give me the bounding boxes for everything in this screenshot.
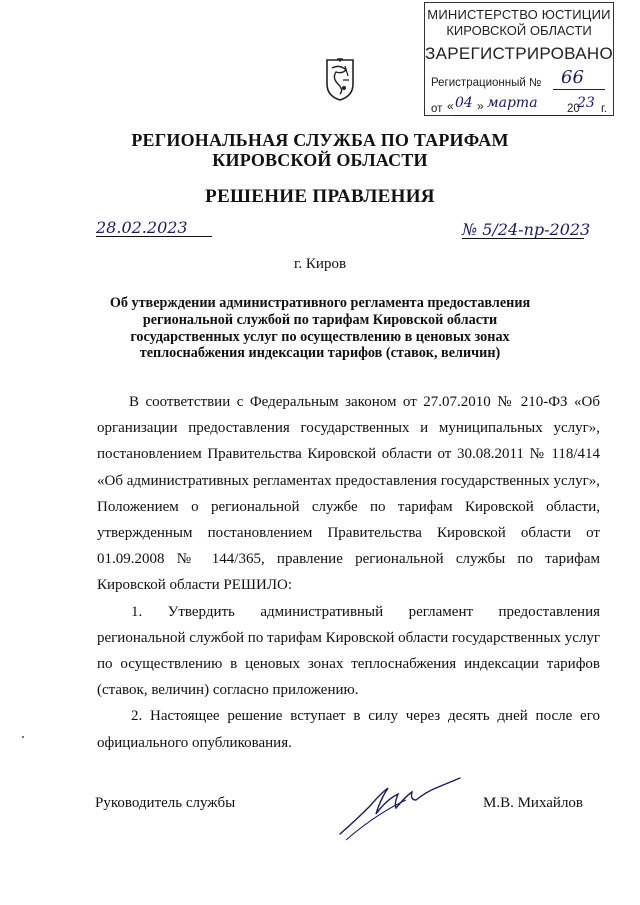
stamp-year-unit: г. [601,103,607,115]
date-underline [96,236,212,237]
registration-stamp [424,2,614,116]
stamp-quote-open: « [447,99,454,113]
stamp-reg-number: 66 [561,67,584,88]
handwritten-signature [336,770,466,842]
stamp-reg-underline [553,89,605,90]
stamp-year-suffix: 23 [577,95,595,111]
coat-of-arms-icon [324,56,356,102]
stamp-date-prefix: от [431,103,443,115]
margin-mark [22,736,24,738]
signer-name: М.В. Михайлов [483,795,584,811]
stamp-status: ЗАРЕГИСТРИРОВАНО [425,44,613,63]
signer-role: Руководитель службы [95,795,236,811]
stamp-quote-close: » [477,99,484,113]
city: г. Киров [293,256,347,272]
stamp-month: марта [487,95,538,111]
document-body [97,389,600,756]
stamp-year-prefix: 20 [567,103,580,115]
org-title-line2: КИРОВСКОЙ ОБЛАСТИ [212,150,428,170]
document-subject: Об утверждении административного регламента предоставления региональной службой по тарифам Кировской области государственных услуг по осуществлению в ценовых зонах теплоснабжения индексации тарифов (ставок, величин) [109,295,531,362]
stamp-ministry: МИНИСТЕРСТВО ЮСТИЦИИ [427,7,611,22]
document-number: № 5/24-пр-2023 [462,220,591,239]
document-date: 28.02.2023 [96,218,188,237]
decision-item-2: 2. Настоящее решение вступает в силу через десять дней после его официального опубликования. [97,708,600,751]
org-title-line1: РЕГИОНАЛЬНАЯ СЛУЖБА ПО ТАРИФАМ [131,130,509,150]
stamp-reg-label: Регистрационный № [431,77,542,89]
number-underline [462,238,584,239]
stamp-region: КИРОВСКОЙ ОБЛАСТИ [446,23,592,38]
stamp-date-underline [453,115,603,116]
preamble-paragraph: В соответствии с Федеральным законом от 27.07.2010 № 210-ФЗ «Об организации предоставления государственных и муниципальных услуг», постановлением Правительства Кировской области от 30.08.2011 № 118/414 «Об административных регламентах предоставления государственных услуг», Положением о региональной службе по тарифам Кировской области, утвержденным постановлением Правительства Кировской области от 01.09.2008 № 144/365, правление региональной службы по тарифам Кировской области РЕШИЛО: [97,394,600,594]
stamp-day: 04 [455,95,473,111]
decision-item-1: 1. Утвердить административный регламент предоставления региональной службой по тарифам Кировской области государственных услуг по осуществлению в ценовых зонах теплоснабжения индексации тарифов (ставок, величин) согласно приложению. [97,603,601,699]
document-type: РЕШЕНИЕ ПРАВЛЕНИЯ [205,186,435,207]
